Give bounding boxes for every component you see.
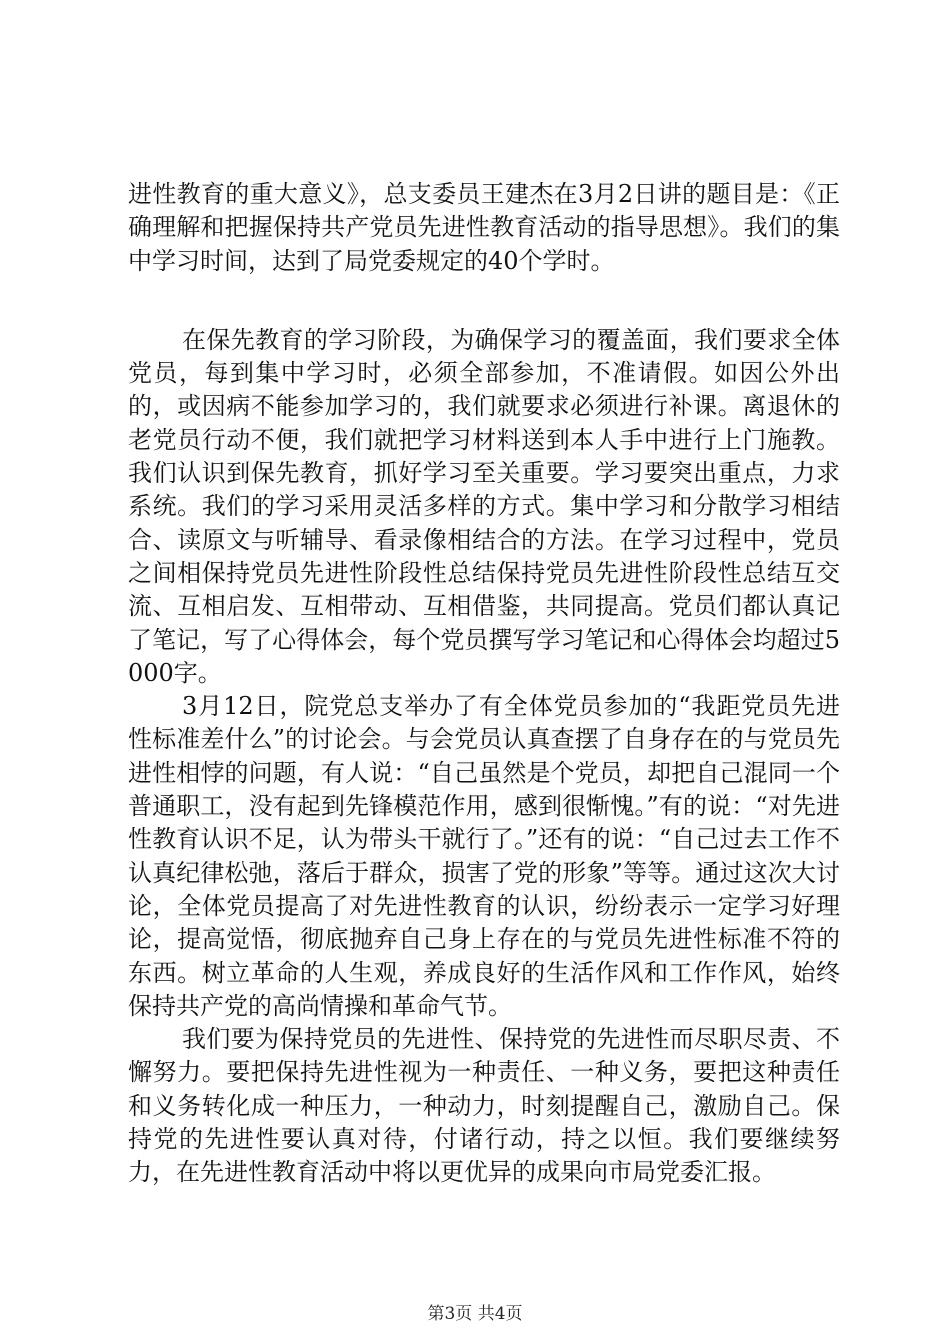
document-body [128, 178, 840, 1190]
paragraph-conclusion: 我们要为保持党员的先进性、保持党的先进性而尽职尽责、不懈努力。要把保持先进性视为一种责任、一种义务，要把这种责任和义务转化成一种压力，一种动力，时刻提醒自己，激励自己。保持党的先进性要认真对待，付诸行动，持之以恒。我们要继续努力，在先进性教育活动中将以更优异的成果向市局党委汇报。 [128, 1025, 840, 1187]
paragraph-continuation: 进性教育的重大意义》，总支委员王建杰在3月2日讲的题目是：《正确理解和把握保持共产党员先进性教育活动的指导思想》。我们的集中学习时间，达到了局党委规定的40个学时。 [128, 180, 840, 275]
page-footer: 第3页 共4页 [427, 1304, 523, 1324]
paragraph-discussion-meeting: 3月12日，院党总支举办了有全体党员参加的“我距党员先进性标准差什么”的讨论会。与会党员认真查摆了自身存在的与党员先进性相悖的问题，有人说：“自己虽然是个党员，却把自己混同一个普通职工，没有起到先锋模范作用，感到很惭愧。”有的说：“对先进性教育认识不足，认为带头干就行了。”还有的说：“自己过去工作不认真纪律松弛，落后于群众，损害了党的形象”等等。通过这次大讨论，全体党员提高了对先进性教育的认识，纷纷表示一定学习好理论，提高觉悟，彻底抛弃自己身上存在的与党员先进性标准不符的东西。树立革命的人生观，养成良好的生活作风和工作作风，始终保持共产党的高尚情操和革命气节。 [128, 692, 840, 1020]
paragraph-study-stage: 在保先教育的学习阶段，为确保学习的覆盖面，我们要求全体党员，每到集中学习时，必须全部参加，不准请假。如因公外出的，或因病不能参加学习的，我们就要求必须进行补课。离退休的老党员行动不便，我们就把学习材料送到本人手中进行上门施教。我们认识到保先教育，抓好学习至关重要。学习要突出重点，力求系统。我们的学习采用灵活多样的方式。集中学习和分散学习相结合、读原文与听辅导、看录像相结合的方法。在学习过程中，党员之间相保持党员先进性阶段性总结保持党员先进性阶段性总结互交流、互相启发、互相带动、互相借鉴，共同提高。党员们都认真记了笔记，写了心得体会，每个党员撰写学习笔记和心得体会均超过5000字。 [128, 325, 840, 687]
paragraph-spacer [128, 278, 840, 324]
